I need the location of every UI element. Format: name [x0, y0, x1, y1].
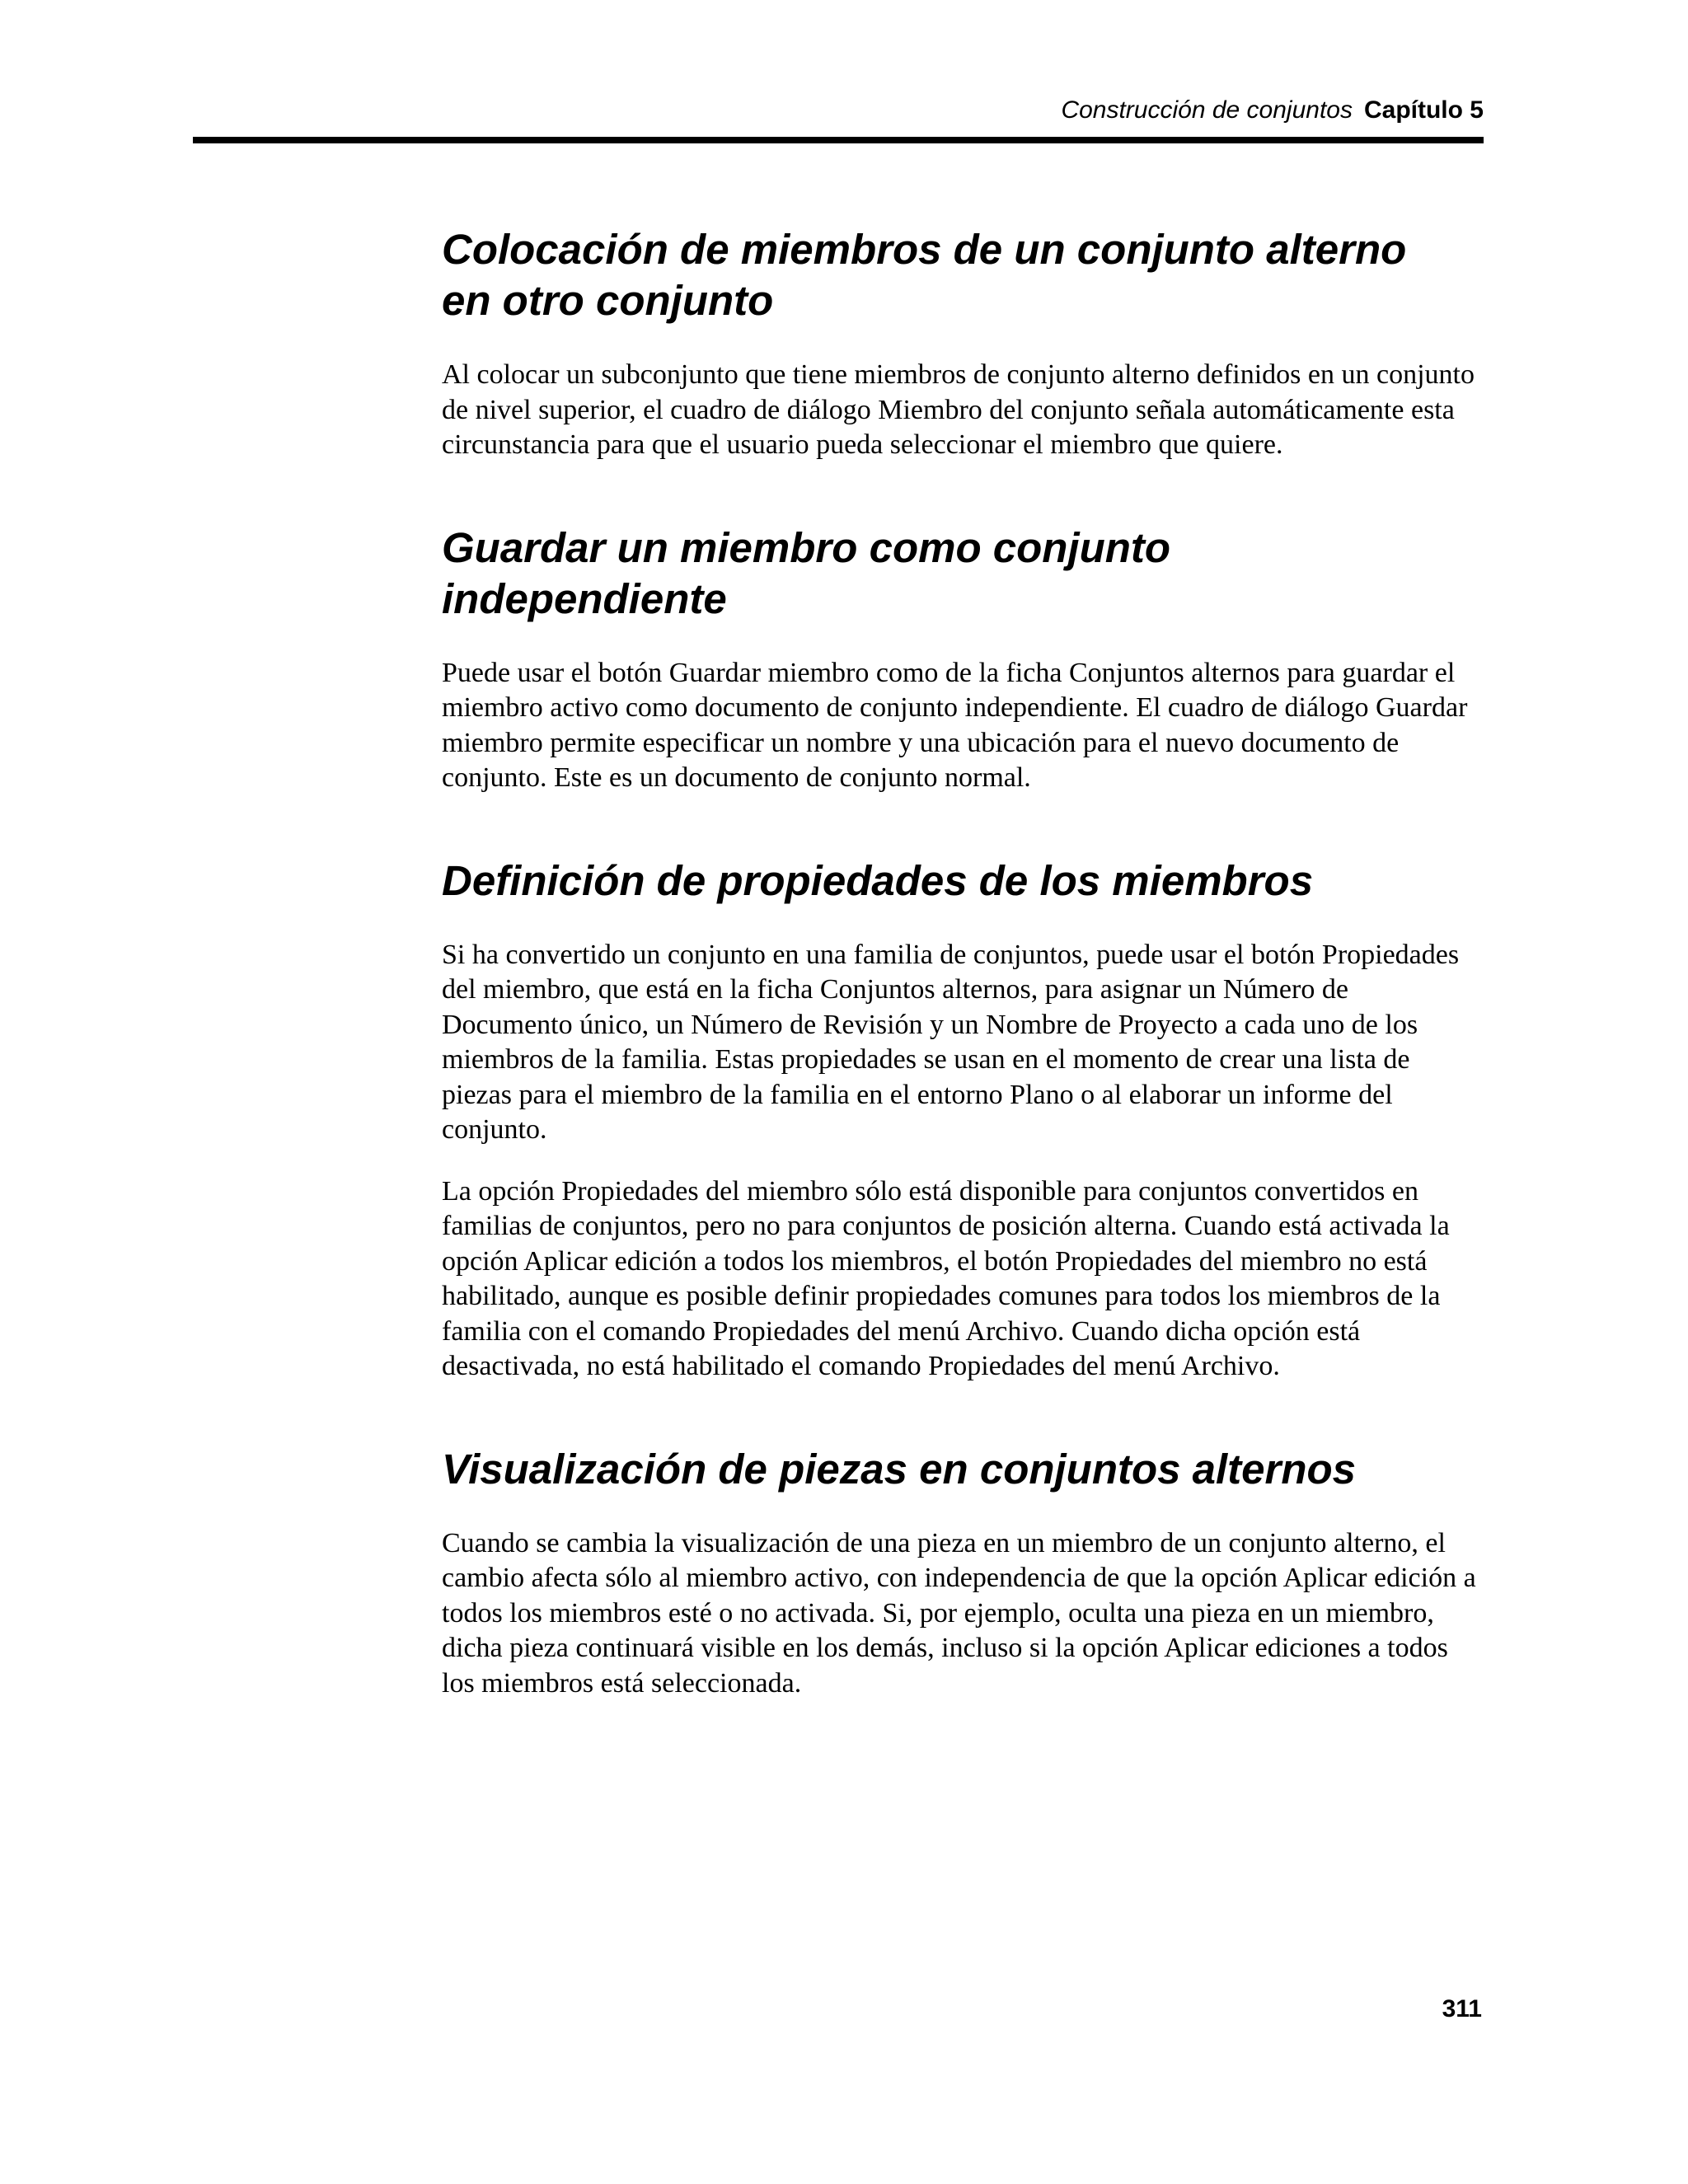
heading-line: Definición de propiedades de los miembros: [442, 856, 1314, 904]
section-heading: [442, 855, 1482, 907]
heading-line: en otro conjunto: [442, 277, 774, 324]
body-paragraph: Al colocar un subconjunto que tiene miembros de conjunto alterno definidos en un conjunto de nivel superior, el cuadro de diálogo Miembro del conjunto señala automáticamente esta circunstancia para que el usuario pueda seleccionar el miembro que quiere.: [442, 359, 1475, 460]
heading-line: Guardar un miembro como conjunto: [442, 523, 1171, 571]
section-visualizacion: [442, 1444, 1482, 1702]
section-heading: [442, 224, 1482, 326]
header-chapter: Capítulo 5: [1363, 96, 1484, 124]
running-header: [1061, 96, 1484, 125]
heading-line: independiente: [442, 574, 727, 622]
body-paragraph: Puede usar el botón Guardar miembro como de la ficha Conjuntos alternos para guardar el miembro activo como documento de conjunto independiente. El cuadro de diálogo Guardar miembro permite especificar un nombre y una ubicación para el nuevo documento de conjunto. Este es un documento de conjunto normal.: [442, 657, 1468, 793]
heading-line: Visualización de piezas en conjuntos alternos: [442, 1445, 1357, 1493]
body-paragraph: Cuando se cambia la visualización de una pieza en un miembro de un conjunto alterno, el cambio afecta sólo al miembro activo, con independencia de que la opción Aplicar edición a todos los miembros esté o no activada. Si, por ejemplo, oculta una pieza en un miembro, dicha pieza continuará visible en los demás, incluso si la opción Aplicar ediciones a todos los miembros está seleccionada.: [442, 1527, 1476, 1699]
heading-line: Colocación de miembros de un conjunto alterno: [442, 226, 1407, 273]
body-paragraph: La opción Propiedades del miembro sólo está disponible para conjuntos convertidos en familias de conjuntos, pero no para conjuntos de posición alterna. Cuando está activada la opción Aplicar edición a todos los miembros, el botón Propiedades del miembro no está habilitado, aunque es posible definir propiedades comunes para todos los miembros de la familia con el comando Propiedades del menú Archivo. Cuando dicha opción está desactivada, no está habilitado el comando Propiedades del menú Archivo.: [442, 1175, 1450, 1381]
section-heading: [442, 1444, 1482, 1495]
header-rule: [193, 137, 1484, 143]
page-content: [442, 224, 1482, 1701]
section-colocacion: [442, 224, 1482, 463]
section-guardar: [442, 523, 1482, 796]
body-paragraph: Si ha convertido un conjunto en una familia de conjuntos, puede usar el botón Propiedades del miembro, que está en la ficha Conjuntos alternos, para asignar un Número de Documento único, un Número de Revisión y un Nombre de Proyecto a cada uno de los miembros de la familia. Estas propiedades se usan en el momento de crear una lista de piezas para el miembro de la familia en el entorno Plano o al elaborar un informe del conjunto.: [442, 939, 1460, 1145]
section-heading: [442, 523, 1482, 625]
header-title: Construcción de conjuntos: [1061, 96, 1353, 124]
section-definicion: [442, 855, 1482, 1385]
page-number: 311: [1442, 1995, 1482, 2022]
